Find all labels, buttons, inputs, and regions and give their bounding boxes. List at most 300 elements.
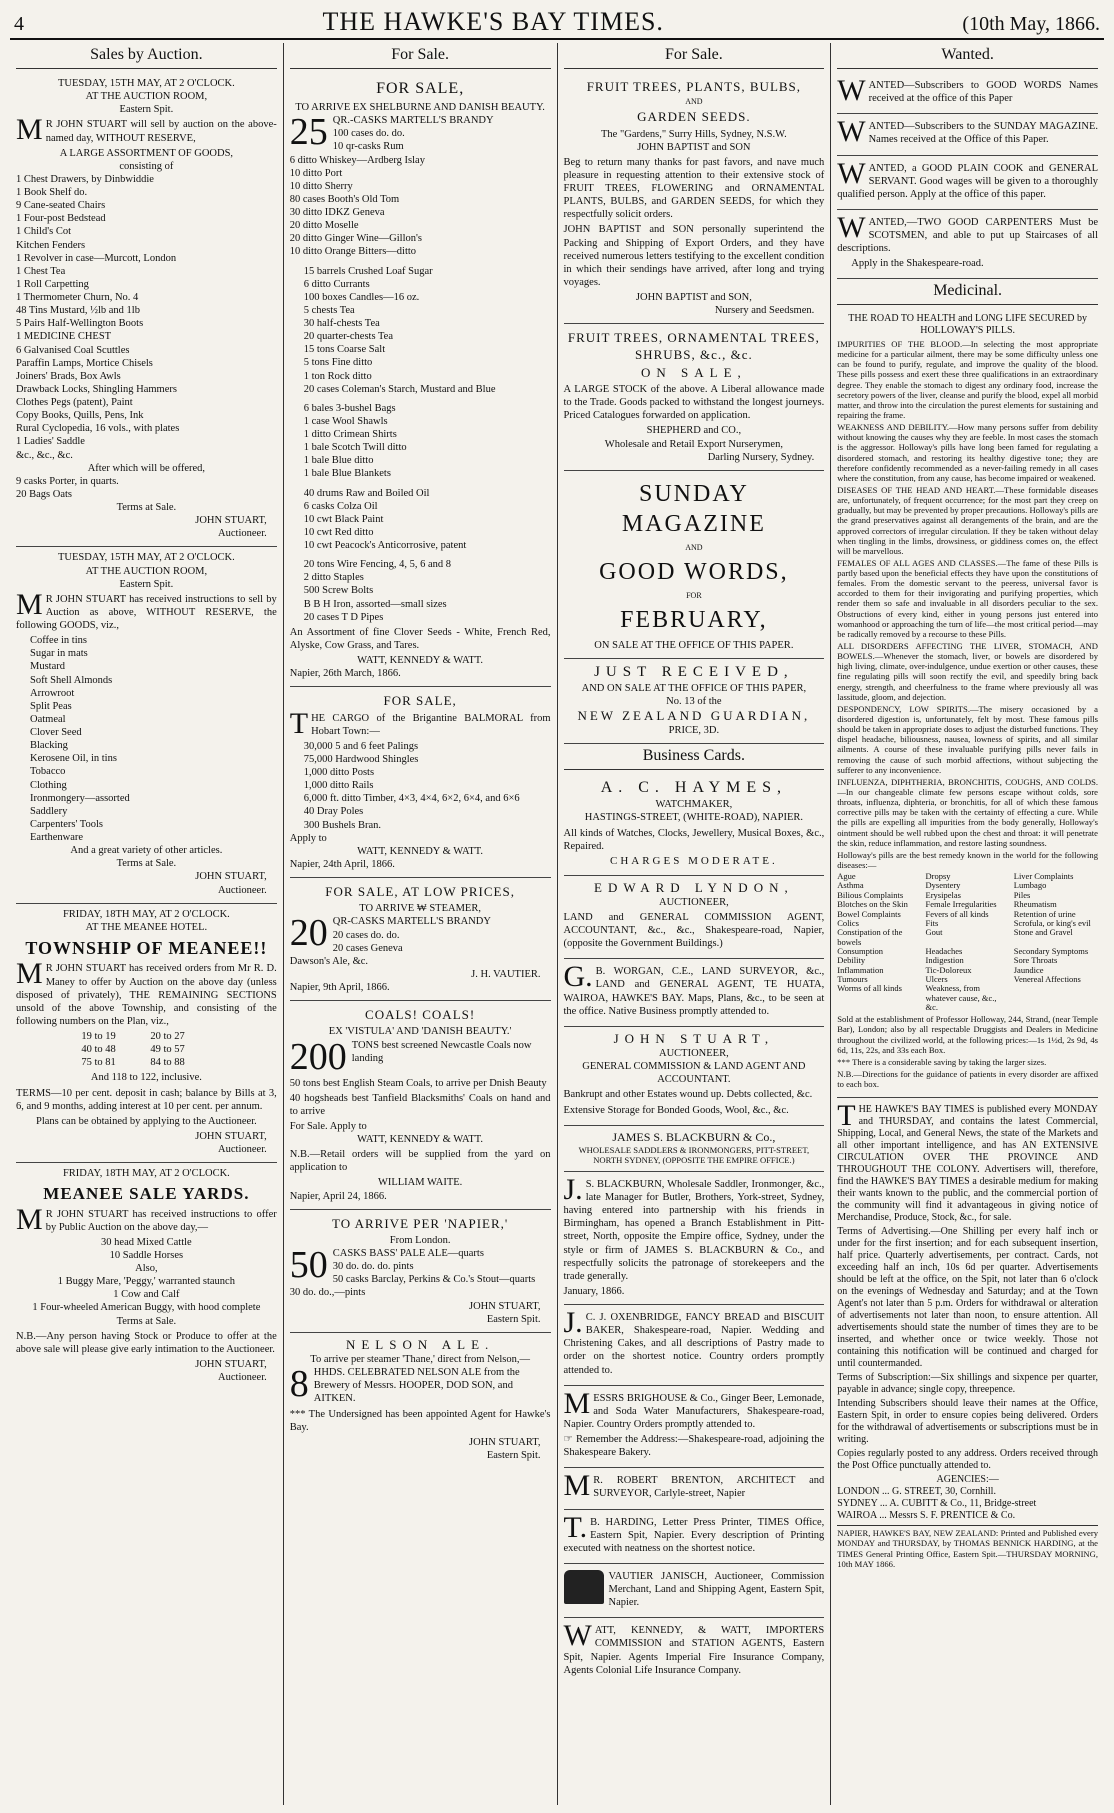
body-text: A LARGE STOCK of the above. A Liberal allowance made to the Trade. Goods packed to withstand the longest journeys. Priced Catalogues forwarded on application.	[563, 384, 825, 422]
card-name: A. C. HAYMES,	[600, 779, 788, 797]
page-number: 4	[14, 13, 24, 35]
list-item: 500 Screw Bolts	[303, 585, 374, 597]
body-text: All kinds of Watches, Clocks, Jewellery, Musical Boxes, &c., Repaired.	[563, 827, 825, 852]
extra-text: An Assortment of fine Clover Seeds - White, French Red, Alyske, Cow Grass, and Tares.	[289, 626, 551, 651]
body-text: DISEASES OF THE HEAD AND HEART.—These formidable diseases are, unfortunately, of frequent occurrence; for the most part they creep on gradually, but may be prevented by proper precautions. Holloway's pills are the grand preservatives against all derangements of the brain, and are the approved correctors of irregular circulation. If they be taken without delay when tingling in the limbs, drowsiness, or giddiness comes on, the effect will be marvellous.	[837, 484, 1098, 556]
on-sale: ON SALE,	[640, 364, 747, 380]
list-item: 20 tons Wire Fencing, 4, 5, 6 and 8	[303, 559, 451, 571]
table-cell: Venereal Affections	[1013, 973, 1081, 984]
sections-table	[81, 1030, 211, 1069]
signature-place: Darling Nursery, Sydney.	[707, 451, 815, 463]
list-item: 50 tons best English Steam Coals, to arrive per Dnish Beauty	[289, 1077, 547, 1089]
after-text: After which will be offered,	[87, 462, 206, 474]
list-item: 1 Book Shelf do.	[16, 187, 88, 198]
list-item: 100 boxes Candles—16 oz.	[303, 291, 420, 303]
table-cell: Bilious Complaints	[837, 889, 904, 900]
ad-for: FOR	[686, 590, 702, 600]
list-item: 1 Roll Carpetting	[16, 278, 89, 290]
table-cell: Colics	[837, 917, 859, 928]
goods-sub: consisting of	[119, 160, 174, 172]
ad-and: AND	[685, 542, 703, 552]
list-item: 1 Thermometer Churn, No. 4	[16, 292, 139, 303]
list-item: Blacking	[30, 740, 68, 752]
list-item: 20 cases Geneva	[332, 942, 403, 954]
card-harding	[564, 1510, 825, 1564]
body-text: N.B.—Directions for the guidance of patients in every disorder are affixed to each box.	[837, 1069, 1098, 1090]
body-text: Intending Subscribers should leave their names at the Office, Eastern Spit, in order to ensure copies being delivered. Orders for the withdrawal of advertisements or subscriptions must be in writing.	[837, 1398, 1098, 1446]
table-cell: 75 to 81	[81, 1057, 116, 1069]
list-item: Tobacco	[30, 766, 66, 778]
list-item: Drawback Locks, Shingling Hammers	[16, 383, 177, 395]
body-text: MESSRS BRIGHOUSE & Co., Ginger Beer, Lemonade, and Soda Water Manufacturers, Shakespeare-road, Napier. Country Orders promptly attended to.	[563, 1386, 825, 1430]
table-cell: 20 to 27	[150, 1031, 185, 1042]
body-text: Terms of Subscription:—Six shillings and sixpence per quarter, payable in advance; single copy, threepence.	[837, 1372, 1098, 1396]
signature: JOHN STUART,	[468, 1436, 541, 1448]
table-cell: Dysentery	[925, 880, 961, 891]
list-item: 5 tons Fine ditto	[303, 357, 373, 369]
list-item: Kerosene Oil, in tins	[30, 753, 117, 765]
goods-list	[16, 1236, 277, 1315]
goods-list	[16, 173, 277, 462]
body-text: WANTED—Subscribers to the SUNDAY MAGAZINE. Names received at the Office of this Paper.	[837, 115, 1098, 149]
card-brenton	[564, 1468, 825, 1509]
list-item: Coffee in tins	[30, 635, 87, 647]
lot-number: 200	[289, 1038, 347, 1075]
table-cell: Constipation of the bowels	[837, 927, 903, 947]
ad-subtitle: From London.	[389, 1234, 451, 1246]
table-cell: Retention of urine	[1013, 908, 1076, 919]
auctioneer-figure-icon	[564, 1570, 604, 1604]
card-haymes	[564, 774, 825, 875]
list-item: 15 tons Coarse Salt	[303, 344, 386, 356]
body-text: WEAKNESS AND DEBILITY.—How many persons suffer from debility without knowing the causes why they are feeble. In most cases the stomach is the aggressor. Holloway's pills have long been famed for regulating a disordered stomach, and restoring its healthy digestive tone; they are therefore confidently recommended as a never-failing remedy in all cases where the constitution, from any cause, has become impaired or weakened.	[837, 422, 1098, 483]
list-item: WAIROA ... Messrs S. F. PRENTICE & Co.	[837, 1510, 1016, 1522]
ad-subtitle: TO ARRIVE ₩ STEAMER,	[359, 903, 481, 915]
columns	[10, 43, 1104, 1805]
sale-date: TUESDAY, 15TH MAY, AT 2 O'CLOCK.	[58, 78, 235, 89]
body-text: Bankrupt and other Estates wound up. Debts collected, &c.	[563, 1089, 813, 1101]
card-lyndon	[564, 876, 825, 960]
list-item: Arrowroot	[30, 687, 75, 699]
signature-title: Eastern Spit.	[486, 1313, 541, 1325]
list-item: SYDNEY ... A. CUBITT & Co., 11, Bridge-street	[837, 1498, 1037, 1510]
list-item: Carpenters' Tools	[30, 818, 103, 830]
forsale-text: For Sale. Apply to	[289, 1120, 367, 1132]
lot-number: 50	[289, 1247, 328, 1286]
body-text: Extensive Storage for Bonded Goods, Wool, &c., &c.	[563, 1104, 789, 1116]
ad-title: MEANEE SALE YARDS.	[43, 1184, 250, 1204]
card-name: EDWARD LYNDON,	[594, 879, 794, 895]
intro-text: MR JOHN STUART will sell by auction on the above-named day, WITHOUT RESERVE,	[16, 113, 277, 147]
sale-ad-6	[290, 1333, 551, 1468]
list-item: Split Peas	[30, 700, 72, 712]
list-item: 30 head Mixed Cattle	[101, 1236, 192, 1248]
body-text: WHOLESALE SADDLERS & IRONMONGERS, PITT-STREET, NORTH SYDNEY, (OPPOSITE THE EMPIRE OFFICE.)	[578, 1144, 810, 1165]
body-text: WANTED,—TWO GOOD CARPENTERS Must be SCOTSMEN, and able to put up Staircases of all descriptions.	[837, 210, 1098, 255]
nb-text: N.B.—Retail orders will be supplied from the yard on application to	[289, 1149, 551, 1174]
list-item: 1 Ladies' Saddle	[16, 436, 85, 448]
terms: Terms at Sale.	[116, 502, 177, 513]
list-item: Earthenware	[30, 832, 84, 843]
column-for-sale	[284, 43, 558, 1805]
list-item: 80 cases Booth's Old Tom	[289, 193, 400, 205]
card-oxenbridge	[564, 1305, 825, 1386]
body-text: DESPONDENCY, LOW SPIRITS.—The misery occasioned by a disordered digestion is, unfortunately, felt by most. These famous pills should be taken in appropriate doses to adjust the disturbed functions. They dispel headache, biliousness, nausea, lowness of spirits, and all similar ailments. A course of these invaluable purifying pills never fails in removing the cause of such morbid affections, without subjecting the sufferer to any inconvenience.	[837, 703, 1098, 775]
table-cell: Fevers of all kinds	[925, 908, 989, 919]
issue-date: (10th May, 1866.	[962, 13, 1100, 35]
goods-list	[16, 634, 277, 844]
list-item: Oatmeal	[30, 713, 66, 725]
list-item: Sugar in mats	[30, 648, 88, 660]
signature: JOHN STUART,	[195, 515, 267, 527]
list-item: 10 ditto Port	[289, 167, 343, 179]
card-worgan	[564, 959, 825, 1027]
signature-title: Auctioneer.	[218, 884, 267, 896]
section-heading: For Sale.	[564, 43, 825, 69]
card-stuart	[564, 1027, 825, 1126]
signature-title: Auctioneer.	[218, 1144, 267, 1155]
body-text: VAUTIER JANISCH, Auctioneer, Commission Merchant, Land and Shipping Agent, Eastern Spit, Napier.	[608, 1570, 825, 1609]
ad-date: Napier, April 24, 1866.	[289, 1190, 387, 1202]
section-heading: Wanted.	[837, 43, 1098, 69]
ad-title: NELSON ALE.	[345, 1336, 495, 1352]
auction-ad-4	[16, 1163, 277, 1390]
wanted-ad-1	[837, 73, 1098, 114]
sale-ad-1	[290, 73, 551, 687]
list-item: 48 Tins Mustard, ½lb and 1lb	[16, 305, 140, 317]
list-item: 10 cwt Red ditto	[303, 526, 374, 538]
charges-text: CHARGES MODERATE.	[610, 854, 778, 867]
sale-date: TUESDAY, 15TH MAY, AT 2 O'CLOCK.	[58, 552, 235, 564]
list-item: 40 hogsheads best Tanfield Blacksmiths' Coals on hand and to arrive	[289, 1092, 551, 1117]
table-cell: 40 to 48	[81, 1044, 116, 1056]
signature: JOHN BAPTIST and SON,	[635, 292, 752, 303]
list-item: Paraffin Lamps, Mortice Chisels	[16, 357, 153, 369]
list-item: 6 bales 3-bushel Bags	[303, 402, 396, 414]
list-item: 1 MEDICINE CHEST	[16, 331, 112, 343]
sale-venue: AT THE AUCTION ROOM,	[85, 565, 208, 577]
list-item: 10 qr-casks Rum	[332, 141, 404, 153]
list-item: 9 casks Porter, in quarts.	[16, 475, 119, 487]
ad-title: JUST RECEIVED,	[594, 663, 794, 680]
card-brighouse	[564, 1386, 825, 1469]
newspaper-title: THE HAWKE'S BAY TIMES.	[322, 7, 664, 36]
sale-ad-3	[290, 878, 551, 1001]
intro-text: MR JOHN STUART has received orders from Mr R. D. Maney to offer by Auction on the above day (unless disposed of privately), THE REMAINING SECTIONS unsold of the above Township, and consisting of the following numbers on the Plan, viz.,	[16, 957, 277, 1027]
guardian-ad	[564, 659, 825, 744]
magazine-title: SUNDAY MAGAZINE	[621, 480, 766, 537]
table-cell: Rheumatism	[1013, 899, 1057, 910]
diseases-table	[837, 872, 1098, 1012]
magazine-title-2: GOOD WORDS,	[599, 558, 789, 585]
column-auctions	[10, 43, 284, 1805]
auction-ad-3	[16, 904, 277, 1164]
signature-title: Auctioneer.	[218, 1372, 267, 1383]
times-notice	[837, 1098, 1098, 1577]
intro-text: MR JOHN STUART has received instructions to offer by Public Auction on the above day,—	[16, 1202, 277, 1236]
table-cell: Tumours	[837, 973, 868, 984]
list-item: 1 Cow and Calf	[113, 1289, 180, 1301]
list-item: 6 Galvanised Coal Scuttles	[16, 344, 130, 356]
body-text: Beg to return many thanks for past favors, and nave much pleasure in requesting attention to their extensive stock of FRUIT TREES, FLOWERING and ORNAMENTAL PLANTS, BULBS, and GARDEN SEEDS, for which they respectfully solicit orders.	[563, 156, 825, 221]
signature: J. H. VAUTIER.	[471, 968, 541, 980]
list-item: 75,000 Hardwood Shingles	[303, 753, 419, 765]
table-cell: Weakness, from whatever cause, &c., &c.	[925, 983, 997, 1012]
list-item: 6 ditto Currants	[303, 278, 370, 290]
table-cell: 19 to 19	[81, 1031, 116, 1042]
agencies-heading: AGENCIES:—	[936, 1474, 999, 1486]
table-cell: Inflammation	[837, 964, 884, 975]
table-cell: Erysipelas	[925, 889, 961, 900]
sale-date: FRIDAY, 18TH MAY, AT 2 O'CLOCK.	[62, 1168, 230, 1180]
list-item: 20 cases do. do.	[332, 929, 400, 941]
intro-text: THE CARGO of the Brigantine BALMORAL from Hobart Town:—	[289, 706, 551, 740]
and-text: And 118 to 122, inclusive.	[90, 1072, 202, 1084]
list-item: 30 half-chests Tea	[303, 318, 380, 329]
list-item: 20 Bags Oats	[16, 488, 72, 500]
sale-venue: AT THE AUCTION ROOM,	[85, 91, 208, 103]
lot-lead: QR.-CASKS MARTELL'S BRANDY	[332, 115, 494, 127]
table-cell: 84 to 88	[150, 1057, 185, 1069]
table-cell: Liver Complaints	[1013, 871, 1074, 882]
body-text: Terms of Advertising.—One Shilling per every half inch or under for the first insertion; and for each subsequent insertion, half price. Quarterly advertisements, per contract. Cards, not exceeding half an inch, 10s 6d per quarter. Advertisements should be left at the office, on the Spit, not later than 6 o'clock on the evenings of Wednesday and Saturday; and at the Town Agent's not later than 5 p.m. Orders for withdrawal or alteration of advertisements not later than noon, to ensure attention. All advertisements should state the number of times they are to be inserted, and whether once or twice weekly. Those not containing this notification will be continued and charged for until countermanded.	[837, 1226, 1098, 1370]
sale-date: FRIDAY, 18TH MAY, AT 2 O'CLOCK.	[62, 908, 230, 920]
ad-title: TOWNSHIP OF MEANEE!!	[25, 937, 268, 958]
table-cell: Headaches	[925, 945, 963, 956]
body-text: WANTED, a GOOD PLAIN COOK and GENERAL SERVANT. Good wages will be given to a thoroughly qualified person. Apply at the office of this paper.	[837, 156, 1098, 200]
magazine-month: FEBRUARY,	[620, 606, 768, 633]
card-address: HASTINGS-STREET, (WHITE-ROAD), NAPIER.	[584, 812, 803, 824]
holloway-ad	[837, 309, 1098, 1098]
list-item: 1 bale Scotch Twill ditto	[303, 442, 407, 454]
body-text: G.B. WORGAN, C.E., LAND SURVEYOR, &c., LAND and GENERAL AGENT, TE HUATA, WAIROA, HAWKE'S BAY. Maps, Plans, &c., to be seen at the office. Native Business promptly attended to.	[563, 960, 825, 1017]
list-item: Rural Cyclopedia, 16 vols., with plates	[16, 423, 180, 435]
body-text: FEMALES OF ALL AGES AND CLASSES.—The fame of these Pills is partly based upon the beneficial effects they have upon the constitutions of females. From the domestic servant to the peeress, universal favor is accorded to them for their invigorating and purifying properties, which render them so safe and invaluable in all disorders peculiar to the sex. Obstructions of every kind, either in young persons just entered into womanhood or approaching the turn of life—the most critical period—may be radically removed by a recourse to these Pills.	[837, 557, 1098, 639]
sale-venue: AT THE MEANEE HOTEL.	[85, 921, 208, 933]
signature: WATT, KENNEDY & WATT.	[357, 655, 484, 666]
ad-title: FRUIT TREES, ORNAMENTAL TREES, SHRUBS, &c., &c.	[567, 330, 820, 362]
list-item: 1,000 ditto Rails	[303, 780, 374, 792]
terms: Terms at Sale.	[116, 858, 177, 870]
ad-subtitle: To arrive per steamer 'Thane,' direct from Nelson,—	[310, 1354, 530, 1365]
body-text: MR. ROBERT BRENTON, ARCHITECT and SURVEYOR, Carlyle-street, Napier	[563, 1469, 825, 1503]
body-text: WANTED—Subscribers to GOOD WORDS Names received at the office of this Paper	[837, 74, 1098, 107]
signature: JOHN STUART,	[195, 1358, 267, 1370]
table-cell: Stone and Gravel	[1013, 927, 1073, 938]
table-cell: Secondary Symptoms	[1013, 945, 1089, 956]
ad-place: The "Gardens," Surry Hills, Sydney, N.S.W.	[601, 128, 787, 140]
body-text: LAND and GENERAL COMMISSION AGENT, ACCOUNTANT, &c., &c., Shakespeare-road, Napier, (opposite the Government Buildings.)	[563, 911, 825, 950]
masthead	[10, 6, 1104, 40]
body-text: ☞ Remember the Address:—Shakespeare-road, adjoining the Shakespeare Bakery.	[563, 1434, 825, 1459]
list-item: 300 Bushels Bran.	[303, 819, 382, 831]
list-item: Ironmongery—assorted	[30, 792, 130, 804]
ad-title: COALS! COALS!	[365, 1007, 476, 1023]
list-item: 20 cases T D Pipes	[303, 611, 384, 623]
table-cell: Consumption	[837, 945, 884, 956]
table-cell: Worms of all kinds	[837, 983, 902, 994]
wanted-ad-4	[837, 210, 1098, 280]
list-item: 1 Revolver in case—Murcott, London	[16, 252, 177, 264]
auction-ad-1	[16, 73, 277, 547]
table-cell: Scrofula, or king's evil	[1013, 917, 1091, 928]
table-cell: Ague	[837, 871, 856, 882]
list-item: Joiners' Brads, Box Awls	[16, 370, 121, 382]
list-item: LONDON ... G. STREET, 30, Cornhill.	[837, 1486, 996, 1498]
table-cell: Gout	[925, 927, 943, 938]
table-cell: Debility	[837, 955, 866, 966]
list-item: 15 barrels Crushed Loaf Sugar	[303, 265, 433, 277]
ad-subtitle: AND ON SALE AT THE OFFICE OF THIS PAPER,	[581, 682, 807, 694]
wanted-ad-2	[837, 114, 1098, 155]
list-item: 1 Child's Cot	[16, 226, 71, 238]
card-watt-kennedy	[564, 1618, 825, 1685]
nb-text: N.B.—Any person having Stock or Produce to offer at the above sale will please give early intimation to the Auctioneer.	[16, 1330, 277, 1355]
ad-subtitle: ON SALE AT THE OFFICE OF THIS PAPER.	[594, 639, 794, 651]
table-cell: Jaundice	[1013, 964, 1044, 975]
list-item: 1 Chest Drawers, by Dinbwiddie	[16, 173, 154, 185]
body-text: T.B. HARDING, Letter Press Printer, TIMES Office, Eastern Spit, Napier. Every description of Printing executed with neatness on the shortest notice.	[563, 1510, 825, 1554]
body-text: Apply in the Shakespeare-road.	[851, 258, 984, 270]
sale-place: Eastern Spit.	[119, 578, 174, 590]
signature: WILLIAM WAITE.	[377, 1177, 463, 1189]
list-item: 30,000 5 and 6 feet Palings	[303, 740, 419, 752]
list-item: 1 Four-post Bedstead	[16, 213, 106, 225]
lot-number: 25	[289, 114, 328, 154]
body-text: JOHN BAPTIST and SON personally superintend the Packing and Shipping of Export Orders, and they have received numerous letters testifying to the excellent condition in which their sendings have arrived, after long and trying voyages.	[563, 224, 825, 288]
ad-date: January, 1866.	[563, 1285, 625, 1297]
table-cell: Blotches on the Skin	[837, 899, 908, 910]
ad-title-2: GARDEN SEEDS.	[637, 109, 751, 125]
list-item: 1 ditto Crimean Shirts	[303, 429, 397, 440]
table-cell: Bowel Complaints	[837, 908, 901, 919]
paper-name: NEW ZEALAND GUARDIAN,	[577, 707, 811, 723]
list-item: Dawson's Ale, &c.	[289, 955, 369, 967]
body-text: J.S. BLACKBURN, Wholesale Saddler, Ironmonger, &c., late Manager for Butler, Brothers, York-street, Sydney, having entered into partnership with his friends in Birmingham, has opened a Branch Establishment in Pitt-street, North, opposite the Empire office, Sydney, under the style or firm of JAMES S. BLACKBURN & Co., and respectfully solicits the patronage of storekeepers and the trade generally.	[563, 1172, 825, 1282]
list-item: 1 Chest Tea	[16, 265, 66, 277]
wanted-ad-3	[837, 156, 1098, 210]
list-item: 5 Pairs Half-Wellington Boots	[16, 318, 144, 330]
list-item: Soft Shell Almonds	[30, 674, 113, 686]
table-cell: 49 to 57	[150, 1044, 185, 1056]
nursery-ad-1	[564, 73, 825, 324]
lot-number: 20	[289, 915, 328, 955]
section-heading: For Sale.	[290, 43, 551, 69]
terms-text: TERMS—10 per cent. deposit in cash; balance by Bills at 3, 6, and 9 months, adding interest at 10 per cent. per annum.	[16, 1087, 277, 1112]
body-text: *** There is a considerable saving by taking the larger sizes.	[837, 1056, 1047, 1067]
signature: SHEPHERD and CO.,	[646, 425, 742, 437]
table-cell: Female Irregularities	[925, 899, 997, 910]
list-item: 40 drums Raw and Boiled Oil	[303, 487, 430, 499]
card-name: JAMES S. BLACKBURN & Co.,	[612, 1129, 776, 1144]
list-item: Clothes Pegs (patent), Paint	[16, 397, 133, 408]
table-cell: Dropsy	[925, 871, 951, 882]
table-cell: Fits	[925, 917, 939, 928]
list-item: 1 bale Blue ditto	[303, 455, 374, 467]
section-heading: Medicinal.	[837, 279, 1098, 305]
ad-date: Napier, 24th April, 1866.	[289, 858, 395, 870]
signature: WATT, KENNEDY & WATT.	[357, 845, 484, 857]
issue-number: No. 13 of the	[666, 695, 722, 707]
ad-title: THE ROAD TO HEALTH and LONG LIFE SECURED by HOLLOWAY'S PILLS.	[848, 313, 1087, 337]
list-item: 2 ditto Staples	[303, 572, 364, 584]
imprint: NAPIER, HAWKE'S BAY, NEW ZEALAND: Printed and Published every MONDAY and THURSDAY, by THOMAS BENNICK HARDING, at the TIMES General Printing Office, Eastern Spit.—THURSDAY MORNING, 10th MAY 1866.	[837, 1525, 1098, 1569]
list-item: 5 chests Tea	[303, 304, 355, 316]
body-text: J.C. J. OXENBRIDGE, FANCY BREAD and BISCUIT BAKER, Shakespeare-road, Napier. Wedding and Christening Cakes, and all descriptions of Pastry made to order on the shortest notice. Country orders promptly attended to.	[563, 1306, 825, 1376]
list-item: 20 ditto Ginger Wine—Gillon's	[289, 233, 422, 245]
lot-lead: QR-CASKS MARTELL'S BRANDY	[332, 916, 491, 928]
list-item: 40 Dray Poles	[303, 806, 364, 818]
signature-title: Auctioneer.	[218, 528, 267, 540]
body-text: Holloway's pills are the best remedy known in the world for the following diseases:—	[837, 849, 1098, 870]
list-item: Mustard	[30, 661, 65, 673]
ad-title: TO ARRIVE PER 'NAPIER,'	[332, 1215, 509, 1231]
body-text: Sold at the establishment of Professor Holloway, 244, Strand, (near Temple Bar), London; also by all respectable Druggists and Dealers in Medicine throughout the civilized world, at the following prices:—1s 1½d, 2s 9d, 4s 6d, 11s, 22s, and 33s each Box.	[837, 1014, 1098, 1055]
ad-and: AND	[685, 97, 703, 107]
sale-ad-2	[290, 687, 551, 878]
list-item: 100 cases do. do.	[332, 128, 405, 140]
terms: Terms at Sale.	[116, 1315, 177, 1327]
list-item: 10 Saddle Horses	[109, 1249, 184, 1261]
sale-place: Eastern Spit.	[119, 104, 174, 116]
list-item: 30 do. do.,—pints	[289, 1287, 366, 1299]
magazine-ad	[564, 471, 825, 659]
lot-lead: TONS best screened Newcastle Coals now landing	[351, 1039, 532, 1064]
list-item: 20 ditto Moselle	[289, 220, 359, 232]
card-blackburn-2	[564, 1172, 825, 1305]
more-text: And a great variety of other articles.	[70, 845, 223, 857]
list-item: Copy Books, Quills, Pens, Ink	[16, 410, 144, 422]
body-text: THE HAWKE'S BAY TIMES is published every MONDAY and THURSDAY, and contains the latest Commercial, Shipping, Local, and General News, the state of the Markets and all other important intelligence, and has AN EXTENSIVE CIRCULATION OVER THE PROVINCE AND THROUGHOUT THE COLONY. Advertisers will, therefore, find the HAWKE'S BAY TIMES a desirable medium for making their wants known to the public, and the commercial portion of the community will find it advantageous in giving notice of Merchandise, Produce, Stock, &c., for sale.	[837, 1099, 1098, 1224]
card-vautier	[564, 1564, 825, 1618]
table-cell: Ulcers	[925, 973, 948, 984]
signature-title: Eastern Spit.	[486, 1449, 541, 1461]
sale-ad-5	[290, 1210, 551, 1333]
list-item: 1 ton Rock ditto	[303, 370, 372, 382]
apply-text: Apply to	[289, 832, 327, 844]
lot-lead: CASKS BASS' PALE ALE—quarts	[332, 1248, 484, 1259]
list-item: 50 casks Barclay, Perkins & Co.'s Stout—quarts	[332, 1274, 536, 1286]
signature-title: Nursery and Seedsmen.	[714, 305, 815, 317]
firm-name: JOHN BAPTIST and SON	[637, 141, 751, 153]
plans-text: Plans can be obtained by applying to the Auctioneer.	[36, 1115, 257, 1127]
list-item: 10 cwt Peacock's Anticorrosive, patent	[303, 540, 467, 551]
column-for-sale-business	[558, 43, 832, 1805]
goods-heading: A LARGE ASSORTMENT OF GOODS,	[59, 147, 234, 159]
lot-number: 8	[289, 1366, 309, 1406]
signature: WATT, KENNEDY & WATT.	[357, 1134, 484, 1145]
ad-title: FOR SALE,	[376, 80, 465, 97]
nursery-ad-2	[564, 324, 825, 471]
list-item: Also,	[135, 1263, 158, 1274]
list-item: B B H Iron, assorted—small sizes	[303, 598, 447, 610]
lot-lead: HHDS. CELEBRATED NELSON ALE from the Brewery of Messrs. HOOPER, DOD SON, and AITKEN.	[313, 1367, 520, 1405]
table-cell: Tic-Doloreux	[925, 964, 972, 975]
body-text: ALL DISORDERS AFFECTING THE LIVER, STOMACH, AND BOWELS.—Whenever the stomach, liver, or bowels are disordered by high living, climate, over-indulgence, undue exertion or other causes, these fine regulating pills will soon rectify the evil, and speedily bring back energy, strength, and cheerfulness to the frame where previously all was lassitude, gloom, and dejection.	[837, 641, 1098, 702]
list-item: 10 cwt Black Paint	[303, 513, 384, 525]
list-item: 10 ditto Orange Bitters—ditto	[289, 246, 417, 258]
body-text: Copies regularly posted to any address. Orders received through the Post Office punctually attended to.	[837, 1448, 1098, 1472]
ad-title: FRUIT TREES, PLANTS, BULBS,	[586, 79, 802, 94]
signature-title: Wholesale and Retail Export Nurserymen,	[604, 438, 783, 450]
signature: JOHN STUART,	[195, 1130, 267, 1142]
intro-text: MR JOHN STUART has received instructions to sell by Auction as above, WITHOUT RESERVE, the following GOODS, viz.,	[16, 587, 277, 631]
body-text: WATT, KENNEDY, & WATT, IMPORTERS COMMISSION and STATION AGENTS, Eastern Spit, Napier. Agents Imperial Fire Insurance Company, Agents Colonial Life Insurance Company.	[563, 1619, 825, 1676]
note-text: *** The Undersigned has been appointed Agent for Hawke's Bay.	[289, 1408, 551, 1433]
table-cell: Sore Throats	[1013, 955, 1058, 966]
table-cell: Piles	[1013, 889, 1031, 900]
ad-date: Napier, 26th March, 1866.	[289, 668, 401, 680]
